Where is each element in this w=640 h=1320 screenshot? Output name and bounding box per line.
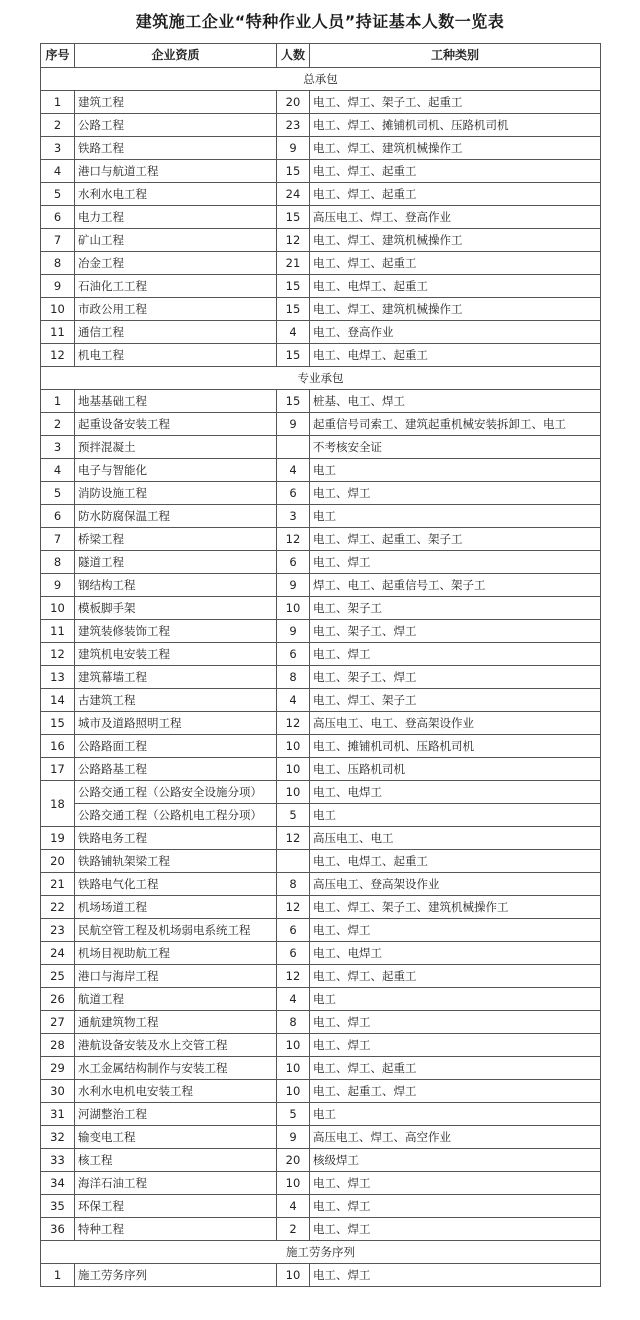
- table-row: [41, 1011, 601, 1034]
- qualification-cell: 港口与航道工程: [75, 160, 277, 183]
- header-qualification: 企业资质: [75, 44, 277, 68]
- count-cell: 10: [277, 781, 310, 804]
- work-types-cell: 电工、焊工、起重工、架子工: [310, 528, 601, 551]
- count-cell: 15: [277, 390, 310, 413]
- count-cell: 6: [277, 919, 310, 942]
- work-types-cell: 电工、电焊工: [310, 942, 601, 965]
- row-number: 18: [41, 781, 75, 827]
- table-row: [41, 206, 601, 229]
- qualification-cell: 港口与海岸工程: [75, 965, 277, 988]
- qualification-cell: 铁路铺轨架梁工程: [75, 850, 277, 873]
- qualification-cell: 铁路电气化工程: [75, 873, 277, 896]
- count-cell: 4: [277, 689, 310, 712]
- row-number: 24: [41, 942, 75, 965]
- qualification-cell: 石油化工工程: [75, 275, 277, 298]
- qualification-cell: 地基基础工程: [75, 390, 277, 413]
- count-cell: 21: [277, 252, 310, 275]
- qualification-cell: 建筑装修装饰工程: [75, 620, 277, 643]
- work-types-cell: 电工、电焊工: [310, 781, 601, 804]
- qualification-cell: 机电工程: [75, 344, 277, 367]
- row-number: 30: [41, 1080, 75, 1103]
- row-number: 11: [41, 321, 75, 344]
- row-number: 28: [41, 1034, 75, 1057]
- row-number: 3: [41, 137, 75, 160]
- section-title: 总承包: [41, 68, 601, 91]
- qualification-cell: 机场场道工程: [75, 896, 277, 919]
- qualification-cell: 电子与智能化: [75, 459, 277, 482]
- section-header-row: [41, 1241, 601, 1264]
- row-number: 19: [41, 827, 75, 850]
- work-types-cell: 电工: [310, 505, 601, 528]
- qualification-cell: 防水防腐保温工程: [75, 505, 277, 528]
- qualification-cell: 通航建筑物工程: [75, 1011, 277, 1034]
- header-row: [41, 44, 601, 68]
- table-row: [41, 275, 601, 298]
- qualification-cell: 水利水电工程: [75, 183, 277, 206]
- row-number: 12: [41, 344, 75, 367]
- work-types-cell: 电工、焊工: [310, 1011, 601, 1034]
- work-types-cell: 电工、架子工: [310, 597, 601, 620]
- work-types-cell: 电工、焊工: [310, 551, 601, 574]
- count-cell: 8: [277, 873, 310, 896]
- qualification-cell: 铁路电务工程: [75, 827, 277, 850]
- work-types-cell: 电工、焊工、建筑机械操作工: [310, 298, 601, 321]
- work-types-cell: 电工、压路机司机: [310, 758, 601, 781]
- work-types-cell: 桩基、电工、焊工: [310, 390, 601, 413]
- qualification-cell: 起重设备安装工程: [75, 413, 277, 436]
- table-row: [41, 459, 601, 482]
- qualification-cell: 港航设备安装及水上交管工程: [75, 1034, 277, 1057]
- count-cell: 12: [277, 965, 310, 988]
- row-number: 16: [41, 735, 75, 758]
- row-number: 7: [41, 528, 75, 551]
- row-number: 36: [41, 1218, 75, 1241]
- table-row: [41, 965, 601, 988]
- qualification-cell: 铁路工程: [75, 137, 277, 160]
- row-number: 13: [41, 666, 75, 689]
- table-row: [41, 1034, 601, 1057]
- table-body: [41, 68, 601, 1287]
- qualification-cell: 公路路面工程: [75, 735, 277, 758]
- count-cell: 12: [277, 229, 310, 252]
- table-row: [41, 160, 601, 183]
- table-row: [41, 551, 601, 574]
- row-number: 4: [41, 459, 75, 482]
- qualification-cell: 机场目视助航工程: [75, 942, 277, 965]
- count-cell: 5: [277, 1103, 310, 1126]
- row-number: 2: [41, 114, 75, 137]
- qualification-cell: 公路路基工程: [75, 758, 277, 781]
- count-cell: 6: [277, 942, 310, 965]
- work-types-cell: 电工、焊工: [310, 643, 601, 666]
- row-number: 34: [41, 1172, 75, 1195]
- table-row: [41, 896, 601, 919]
- row-number: 4: [41, 160, 75, 183]
- qualification-cell: 海洋石油工程: [75, 1172, 277, 1195]
- count-cell: 8: [277, 666, 310, 689]
- table-row: [41, 390, 601, 413]
- table-row: [41, 1126, 601, 1149]
- row-number: 22: [41, 896, 75, 919]
- row-number: 5: [41, 183, 75, 206]
- table-row: [41, 850, 601, 873]
- table-row: [41, 827, 601, 850]
- count-cell: 3: [277, 505, 310, 528]
- work-types-cell: 不考核安全证: [310, 436, 601, 459]
- row-number: 1: [41, 1264, 75, 1287]
- qualification-cell: 核工程: [75, 1149, 277, 1172]
- qualification-cell: 通信工程: [75, 321, 277, 344]
- row-number: 11: [41, 620, 75, 643]
- row-number: 23: [41, 919, 75, 942]
- qualification-cell: 河湖整治工程: [75, 1103, 277, 1126]
- count-cell: 15: [277, 160, 310, 183]
- work-types-cell: 电工、焊工、起重工: [310, 965, 601, 988]
- count-cell: 20: [277, 1149, 310, 1172]
- work-types-cell: 电工、摊铺机司机、压路机司机: [310, 735, 601, 758]
- row-number: 10: [41, 298, 75, 321]
- work-types-cell: 高压电工、焊工、登高作业: [310, 206, 601, 229]
- row-number: 8: [41, 252, 75, 275]
- count-cell: 10: [277, 758, 310, 781]
- row-number: 32: [41, 1126, 75, 1149]
- count-cell: 15: [277, 206, 310, 229]
- qualification-cell: 水利水电机电安装工程: [75, 1080, 277, 1103]
- table-row: [41, 183, 601, 206]
- count-cell: 15: [277, 298, 310, 321]
- qualification-cell: 航道工程: [75, 988, 277, 1011]
- work-types-cell: 电工、焊工、建筑机械操作工: [310, 137, 601, 160]
- table-row: [41, 91, 601, 114]
- work-types-cell: 电工、电焊工、起重工: [310, 275, 601, 298]
- count-cell: 5: [277, 804, 310, 827]
- work-types-cell: 核级焊工: [310, 1149, 601, 1172]
- row-number: 35: [41, 1195, 75, 1218]
- work-types-cell: 电工、架子工、焊工: [310, 666, 601, 689]
- row-number: 6: [41, 505, 75, 528]
- table-row: [41, 873, 601, 896]
- document-title: 建筑施工企业“特种作业人员”持证基本人数一览表: [135, 12, 505, 31]
- qualification-cell: 古建筑工程: [75, 689, 277, 712]
- qualification-cell: 建筑幕墙工程: [75, 666, 277, 689]
- count-cell: 15: [277, 344, 310, 367]
- qualification-cell: 建筑工程: [75, 91, 277, 114]
- section-header-row: [41, 367, 601, 390]
- table-row: [41, 712, 601, 735]
- table-row: [41, 252, 601, 275]
- table-row: [41, 528, 601, 551]
- qualification-cell: 桥梁工程: [75, 528, 277, 551]
- count-cell: 10: [277, 735, 310, 758]
- work-types-cell: 电工、焊工: [310, 1034, 601, 1057]
- count-cell: 10: [277, 1057, 310, 1080]
- work-types-cell: 电工、登高作业: [310, 321, 601, 344]
- row-number: 1: [41, 390, 75, 413]
- section-title: 施工劳务序列: [41, 1241, 601, 1264]
- count-cell: 12: [277, 528, 310, 551]
- work-types-cell: 电工、架子工、焊工: [310, 620, 601, 643]
- table-row: [41, 597, 601, 620]
- work-types-cell: 电工: [310, 1103, 601, 1126]
- section-header-row: [41, 68, 601, 91]
- work-types-cell: 电工、焊工: [310, 1172, 601, 1195]
- table-row: [41, 919, 601, 942]
- qualification-cell: 输变电工程: [75, 1126, 277, 1149]
- table-row: [41, 574, 601, 597]
- qualification-cell: 矿山工程: [75, 229, 277, 252]
- row-number: 9: [41, 275, 75, 298]
- table-row: [41, 298, 601, 321]
- table-row: [41, 758, 601, 781]
- count-cell: 4: [277, 459, 310, 482]
- count-cell: 9: [277, 413, 310, 436]
- count-cell: 6: [277, 482, 310, 505]
- header-no: 序号: [41, 44, 75, 68]
- header-count: 人数: [277, 44, 310, 68]
- work-types-cell: 焊工、电工、起重信号工、架子工: [310, 574, 601, 597]
- count-cell: 6: [277, 643, 310, 666]
- qualification-cell: 预拌混凝土: [75, 436, 277, 459]
- count-cell: [277, 436, 310, 459]
- work-types-cell: 电工、焊工: [310, 1264, 601, 1287]
- qualification-cell: 市政公用工程: [75, 298, 277, 321]
- row-number: 6: [41, 206, 75, 229]
- table-row: [41, 229, 601, 252]
- qualification-cell: 电力工程: [75, 206, 277, 229]
- count-cell: 15: [277, 275, 310, 298]
- row-number: 31: [41, 1103, 75, 1126]
- row-number: 1: [41, 91, 75, 114]
- qualification-cell: 特种工程: [75, 1218, 277, 1241]
- count-cell: 24: [277, 183, 310, 206]
- row-number: 14: [41, 689, 75, 712]
- row-number: 3: [41, 436, 75, 459]
- row-number: 2: [41, 413, 75, 436]
- table-row: [41, 344, 601, 367]
- header-types: 工种类别: [310, 44, 601, 68]
- qualification-cell: 公路交通工程（公路安全设施分项）: [75, 781, 277, 804]
- table-row: [41, 1264, 601, 1287]
- count-cell: 4: [277, 1195, 310, 1218]
- qualification-cell: 钢结构工程: [75, 574, 277, 597]
- qualification-cell: 模板脚手架: [75, 597, 277, 620]
- count-cell: 2: [277, 1218, 310, 1241]
- count-cell: 6: [277, 551, 310, 574]
- table-row: [41, 620, 601, 643]
- table-row: [41, 988, 601, 1011]
- count-cell: 10: [277, 597, 310, 620]
- qualification-cell: 公路工程: [75, 114, 277, 137]
- count-cell: 23: [277, 114, 310, 137]
- row-number: 29: [41, 1057, 75, 1080]
- work-types-cell: 电工、焊工、起重工: [310, 183, 601, 206]
- work-types-cell: 电工、焊工、摊铺机司机、压路机司机: [310, 114, 601, 137]
- table-row: [41, 1218, 601, 1241]
- table-row: [41, 1080, 601, 1103]
- work-types-cell: 电工、电焊工、起重工: [310, 850, 601, 873]
- count-cell: 9: [277, 1126, 310, 1149]
- table-row: [41, 436, 601, 459]
- work-types-cell: 电工、焊工: [310, 482, 601, 505]
- work-types-cell: 电工、焊工、架子工: [310, 689, 601, 712]
- work-types-cell: 高压电工、焊工、高空作业: [310, 1126, 601, 1149]
- row-number: 20: [41, 850, 75, 873]
- table-row: [41, 1103, 601, 1126]
- table-row: [41, 114, 601, 137]
- work-types-cell: 电工、焊工、建筑机械操作工: [310, 229, 601, 252]
- table-row: [41, 666, 601, 689]
- row-number: 25: [41, 965, 75, 988]
- count-cell: [277, 850, 310, 873]
- count-cell: 9: [277, 574, 310, 597]
- certification-table: [40, 43, 601, 1287]
- table-row: [41, 1149, 601, 1172]
- row-number: 9: [41, 574, 75, 597]
- row-number: 5: [41, 482, 75, 505]
- count-cell: 10: [277, 1080, 310, 1103]
- table-row: [41, 643, 601, 666]
- qualification-cell: 民航空管工程及机场弱电系统工程: [75, 919, 277, 942]
- work-types-cell: 电工、电焊工、起重工: [310, 344, 601, 367]
- qualification-cell: 水工金属结构制作与安装工程: [75, 1057, 277, 1080]
- row-number: 26: [41, 988, 75, 1011]
- work-types-cell: 高压电工、电工、登高架设作业: [310, 712, 601, 735]
- count-cell: 20: [277, 91, 310, 114]
- work-types-cell: 电工、起重工、焊工: [310, 1080, 601, 1103]
- table-row: [41, 137, 601, 160]
- table-row: [41, 781, 601, 804]
- table-row: [41, 1195, 601, 1218]
- qualification-cell: 环保工程: [75, 1195, 277, 1218]
- count-cell: 4: [277, 321, 310, 344]
- table-row: [41, 942, 601, 965]
- count-cell: 10: [277, 1172, 310, 1195]
- table-row: [41, 482, 601, 505]
- count-cell: 8: [277, 1011, 310, 1034]
- work-types-cell: 电工、焊工、架子工、建筑机械操作工: [310, 896, 601, 919]
- work-types-cell: 电工: [310, 988, 601, 1011]
- table-subrow: [41, 804, 601, 827]
- row-number: 12: [41, 643, 75, 666]
- qualification-cell: 城市及道路照明工程: [75, 712, 277, 735]
- qualification-cell: 建筑机电安装工程: [75, 643, 277, 666]
- work-types-cell: 电工、焊工、架子工、起重工: [310, 91, 601, 114]
- count-cell: 4: [277, 988, 310, 1011]
- row-number: 15: [41, 712, 75, 735]
- count-cell: 12: [277, 896, 310, 919]
- count-cell: 9: [277, 137, 310, 160]
- table-row: [41, 689, 601, 712]
- table-row: [41, 505, 601, 528]
- work-types-cell: 高压电工、登高架设作业: [310, 873, 601, 896]
- work-types-cell: 电工: [310, 804, 601, 827]
- qualification-cell: 冶金工程: [75, 252, 277, 275]
- table-row: [41, 735, 601, 758]
- table-row: [41, 1172, 601, 1195]
- count-cell: 9: [277, 620, 310, 643]
- work-types-cell: 电工、焊工: [310, 1218, 601, 1241]
- qualification-cell: 隧道工程: [75, 551, 277, 574]
- table-row: [41, 321, 601, 344]
- table-row: [41, 1057, 601, 1080]
- count-cell: 10: [277, 1034, 310, 1057]
- row-number: 17: [41, 758, 75, 781]
- count-cell: 10: [277, 1264, 310, 1287]
- row-number: 33: [41, 1149, 75, 1172]
- row-number: 10: [41, 597, 75, 620]
- work-types-cell: 电工、焊工: [310, 919, 601, 942]
- row-number: 21: [41, 873, 75, 896]
- qualification-cell: 消防设施工程: [75, 482, 277, 505]
- count-cell: 12: [277, 827, 310, 850]
- count-cell: 12: [277, 712, 310, 735]
- work-types-cell: 电工: [310, 459, 601, 482]
- qualification-cell: 施工劳务序列: [75, 1264, 277, 1287]
- row-number: 8: [41, 551, 75, 574]
- work-types-cell: 高压电工、电工: [310, 827, 601, 850]
- table-row: [41, 413, 601, 436]
- work-types-cell: 电工、焊工、起重工: [310, 160, 601, 183]
- work-types-cell: 电工、焊工、起重工: [310, 252, 601, 275]
- work-types-cell: 起重信号司索工、建筑起重机械安装拆卸工、电工: [310, 413, 601, 436]
- row-number: 27: [41, 1011, 75, 1034]
- section-title: 专业承包: [41, 367, 601, 390]
- row-number: 7: [41, 229, 75, 252]
- work-types-cell: 电工、焊工、起重工: [310, 1057, 601, 1080]
- qualification-cell: 公路交通工程（公路机电工程分项）: [75, 804, 277, 827]
- work-types-cell: 电工、焊工: [310, 1195, 601, 1218]
